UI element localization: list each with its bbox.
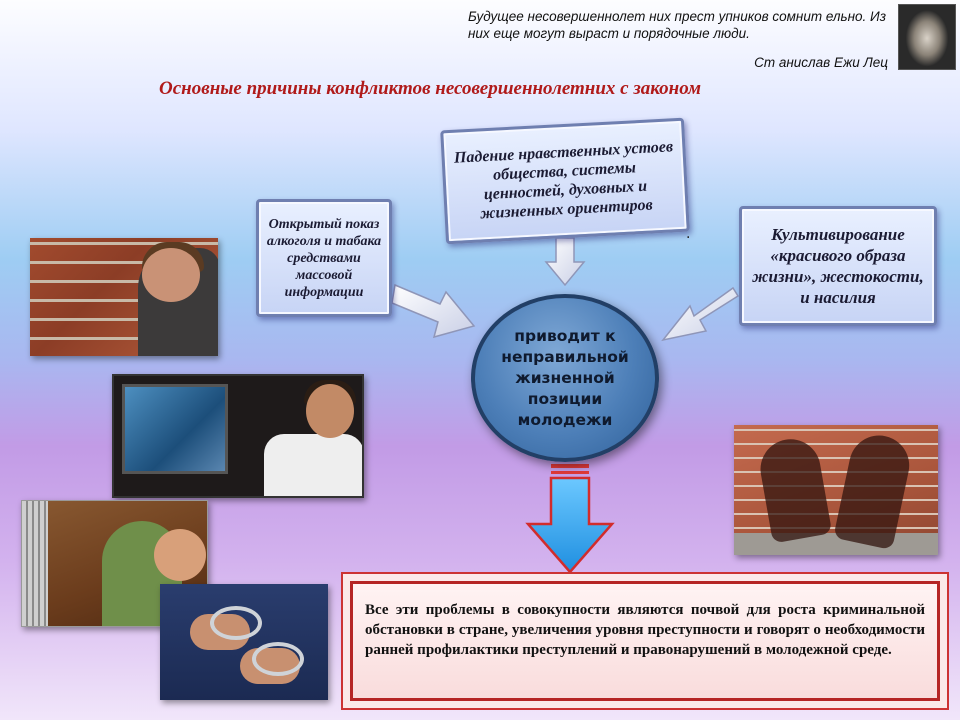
cause-media <box>256 199 392 317</box>
photo-handcuffs <box>160 584 328 700</box>
conclusion-text: Все эти проблемы в совокупности являются почвой для роста криминальной обстановки в стране, увеличения уровня преступности и говорят о необходимости ранней профилактики преступлений и правонарушений в молодежной среде. <box>350 581 940 701</box>
down-arrow <box>528 478 612 572</box>
photo-boy-watching-tv <box>112 374 364 498</box>
epigraph-quote: Будущее несовершеннолет них прест упников сомнит ельно. Из них еще могут выраст и порядочные люди. <box>468 9 886 41</box>
cause-morals-text: Падение нравственных устоев общества, системы ценностей, духовных и жизненных ориентиров <box>453 138 674 223</box>
stray-mark: . <box>686 226 691 242</box>
center-oval <box>471 294 659 462</box>
photo-sad-boy-brick-wall <box>30 238 218 356</box>
cause-lifestyle-text: Культивирование «красивого образа жизни», жестокости, и насилия <box>752 225 924 307</box>
arrow-right-to-center <box>663 288 738 340</box>
down-arrow-band-1 <box>551 464 589 468</box>
epigraph-author: Ст анислав Ежи Лец <box>754 55 888 70</box>
arrow-top-to-center <box>546 238 584 285</box>
down-arrow-band-2 <box>551 471 589 474</box>
cause-media-text: Открытый показ алкоголя и табака средствами массовой информации <box>266 216 382 300</box>
slide-title: Основные причины конфликтов несовершеннолетних с законом <box>159 78 701 99</box>
cause-lifestyle <box>739 206 937 326</box>
cause-morals <box>440 118 690 245</box>
conclusion-box <box>341 572 949 710</box>
photo-violence-shadows <box>734 425 938 555</box>
arrow-left-to-center <box>392 285 474 337</box>
center-text: приводит к неправильной жизненной позиции молодежи <box>501 326 629 429</box>
